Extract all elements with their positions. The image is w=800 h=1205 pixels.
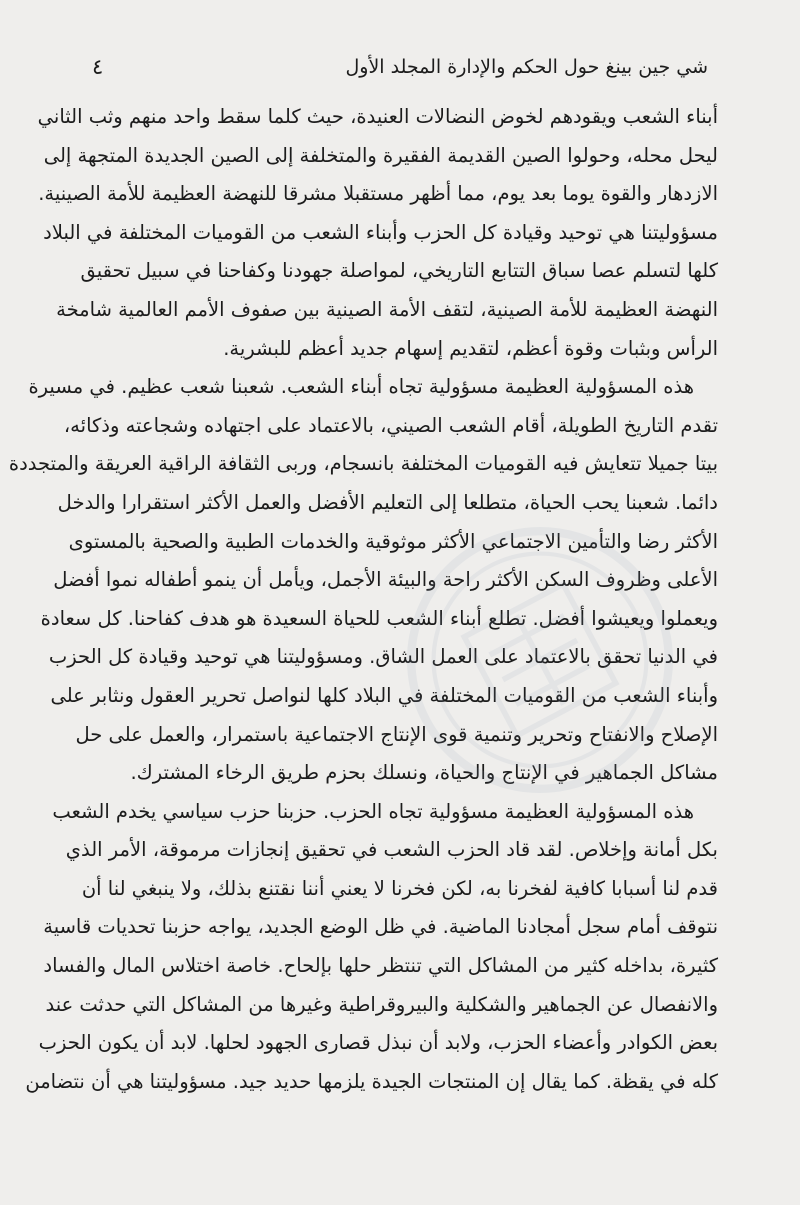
- text-line: وأبناء الشعب من القوميات المختلفة في البلاد كلها لنواصل تحرير العقول ونثابر على: [50, 683, 718, 707]
- text-line: كلها لتسلم عصا سباق التتابع التاريخي، لمواصلة جهودنا وكفاحنا في سبيل تحقيق: [80, 259, 718, 283]
- text-line: الإصلاح والانفتاح وتحرير وتنمية قوى الإنتاج الاجتماعية باستمرار، والعمل على حل: [75, 722, 718, 746]
- text-line: النهضة العظيمة للأمة الصينية، لتقف الأمة الصينية بين صفوف الأمم العالمية شامخة: [56, 297, 718, 321]
- text-line: مشاكل الجماهير في الإنتاج والحياة، ونسلك بحزم طريق الرخاء المشترك.: [130, 761, 718, 785]
- text-line: مسؤوليتنا هي توحيد وقيادة كل الحزب وأبناء الشعب من القوميات المختلفة في البلاد: [43, 220, 718, 244]
- text-line: الازدهار والقوة يوما بعد يوم، مما أظهر مستقبلا مشرقا للنهضة العظيمة للأمة الصينية.: [38, 182, 718, 206]
- text-line: في الدنيا تحقق بالاعتماد على العمل الشاق. ومسؤوليتنا هي توحيد وقيادة كل الحزب: [48, 645, 718, 669]
- text-line: كله في يقظة. كما يقال إن المنتجات الجيدة يلزمها حديد جيد. مسؤوليتنا هي أن نتضامن: [25, 1069, 718, 1093]
- text-line: كثيرة، بداخله كثير من المشاكل التي تنتظر حلها بإلحاح. خاصة اختلاس المال والفساد: [43, 954, 718, 978]
- running-header: [92, 52, 708, 82]
- text-line: الأكثر رضا والتأمين الاجتماعي الأكثر موثوقية والخدمات الطبية والصحية بالمستوى: [68, 529, 718, 553]
- text-line: والانفصال عن الجماهير والشكلية والبيروقراطية وغيرها من المشاكل التي حدثت عند: [45, 992, 718, 1016]
- text-line: قدم لنا أسبابا كافية لفخرنا به، لكن فخرنا لا يعني أننا نقتنع بذلك، ولا ينبغي لنا أن: [81, 876, 718, 900]
- text-line: نتوقف أمام سجل أمجادنا الماضية. في ظل الوضع الجديد، يواجه حزبنا تحديات قاسية: [43, 915, 718, 939]
- body-text: [8, 98, 718, 1101]
- text-line: أبناء الشعب ويقودهم لخوض النضالات العنيدة، حيث كلما سقط واحد منهم وثب الثاني: [37, 105, 718, 128]
- page-number: ٤: [92, 55, 104, 79]
- running-title: شي جين بينغ حول الحكم والإدارة المجلد الأول: [345, 56, 708, 78]
- text-line: بيتا جميلا تتعايش فيه القوميات المختلفة بانسجام، وربى الثقافة الراقية العريقة والمتجددة: [8, 452, 718, 476]
- text-line: دائما. شعبنا يحب الحياة، متطلعا إلى التعليم الأفضل والعمل الأكثر استقرارا والدخل: [57, 490, 718, 514]
- text-line: بعض الكوادر وأعضاء الحزب، ولابد أن نبذل قصارى الجهود لحلها. لابد أن يكون الحزب: [38, 1031, 718, 1055]
- paragraph-start-line: هذه المسؤولية العظيمة مسؤولية تجاه أبناء الشعب. شعبنا شعب عظيم. في مسيرة: [28, 375, 694, 399]
- text-line: تقدم التاريخ الطويلة، أقام الشعب الصيني، بالاعتماد على اجتهاده وشجاعته وذكائه،: [63, 413, 718, 437]
- text-line: ليحل محله، وحولوا الصين القديمة الفقيرة والمتخلفة إلى الصين الجديدة المتجهة إلى: [43, 143, 718, 167]
- text-line: بكل أمانة وإخلاص. لقد قاد الحزب الشعب في تحقيق إنجازات مرموقة، الأمر الذي: [65, 838, 718, 862]
- text-line: الأعلى وظروف السكن الأكثر راحة والبيئة الأجمل، ويأمل أن ينمو أطفاله نموا أفضل: [53, 568, 718, 592]
- text-line: ويعملوا ويعيشوا أفضل. تطلع أبناء الشعب للحياة السعيدة هو هدف كفاحنا. كل سعادة: [40, 606, 718, 630]
- text-line: الرأس وبثبات وقوة أعظم، لتقديم إسهام جديد أعظم للبشرية.: [223, 336, 718, 360]
- paragraph-start-line: هذه المسؤولية العظيمة مسؤولية تجاه الحزب. حزبنا حزب سياسي يخدم الشعب: [52, 799, 694, 823]
